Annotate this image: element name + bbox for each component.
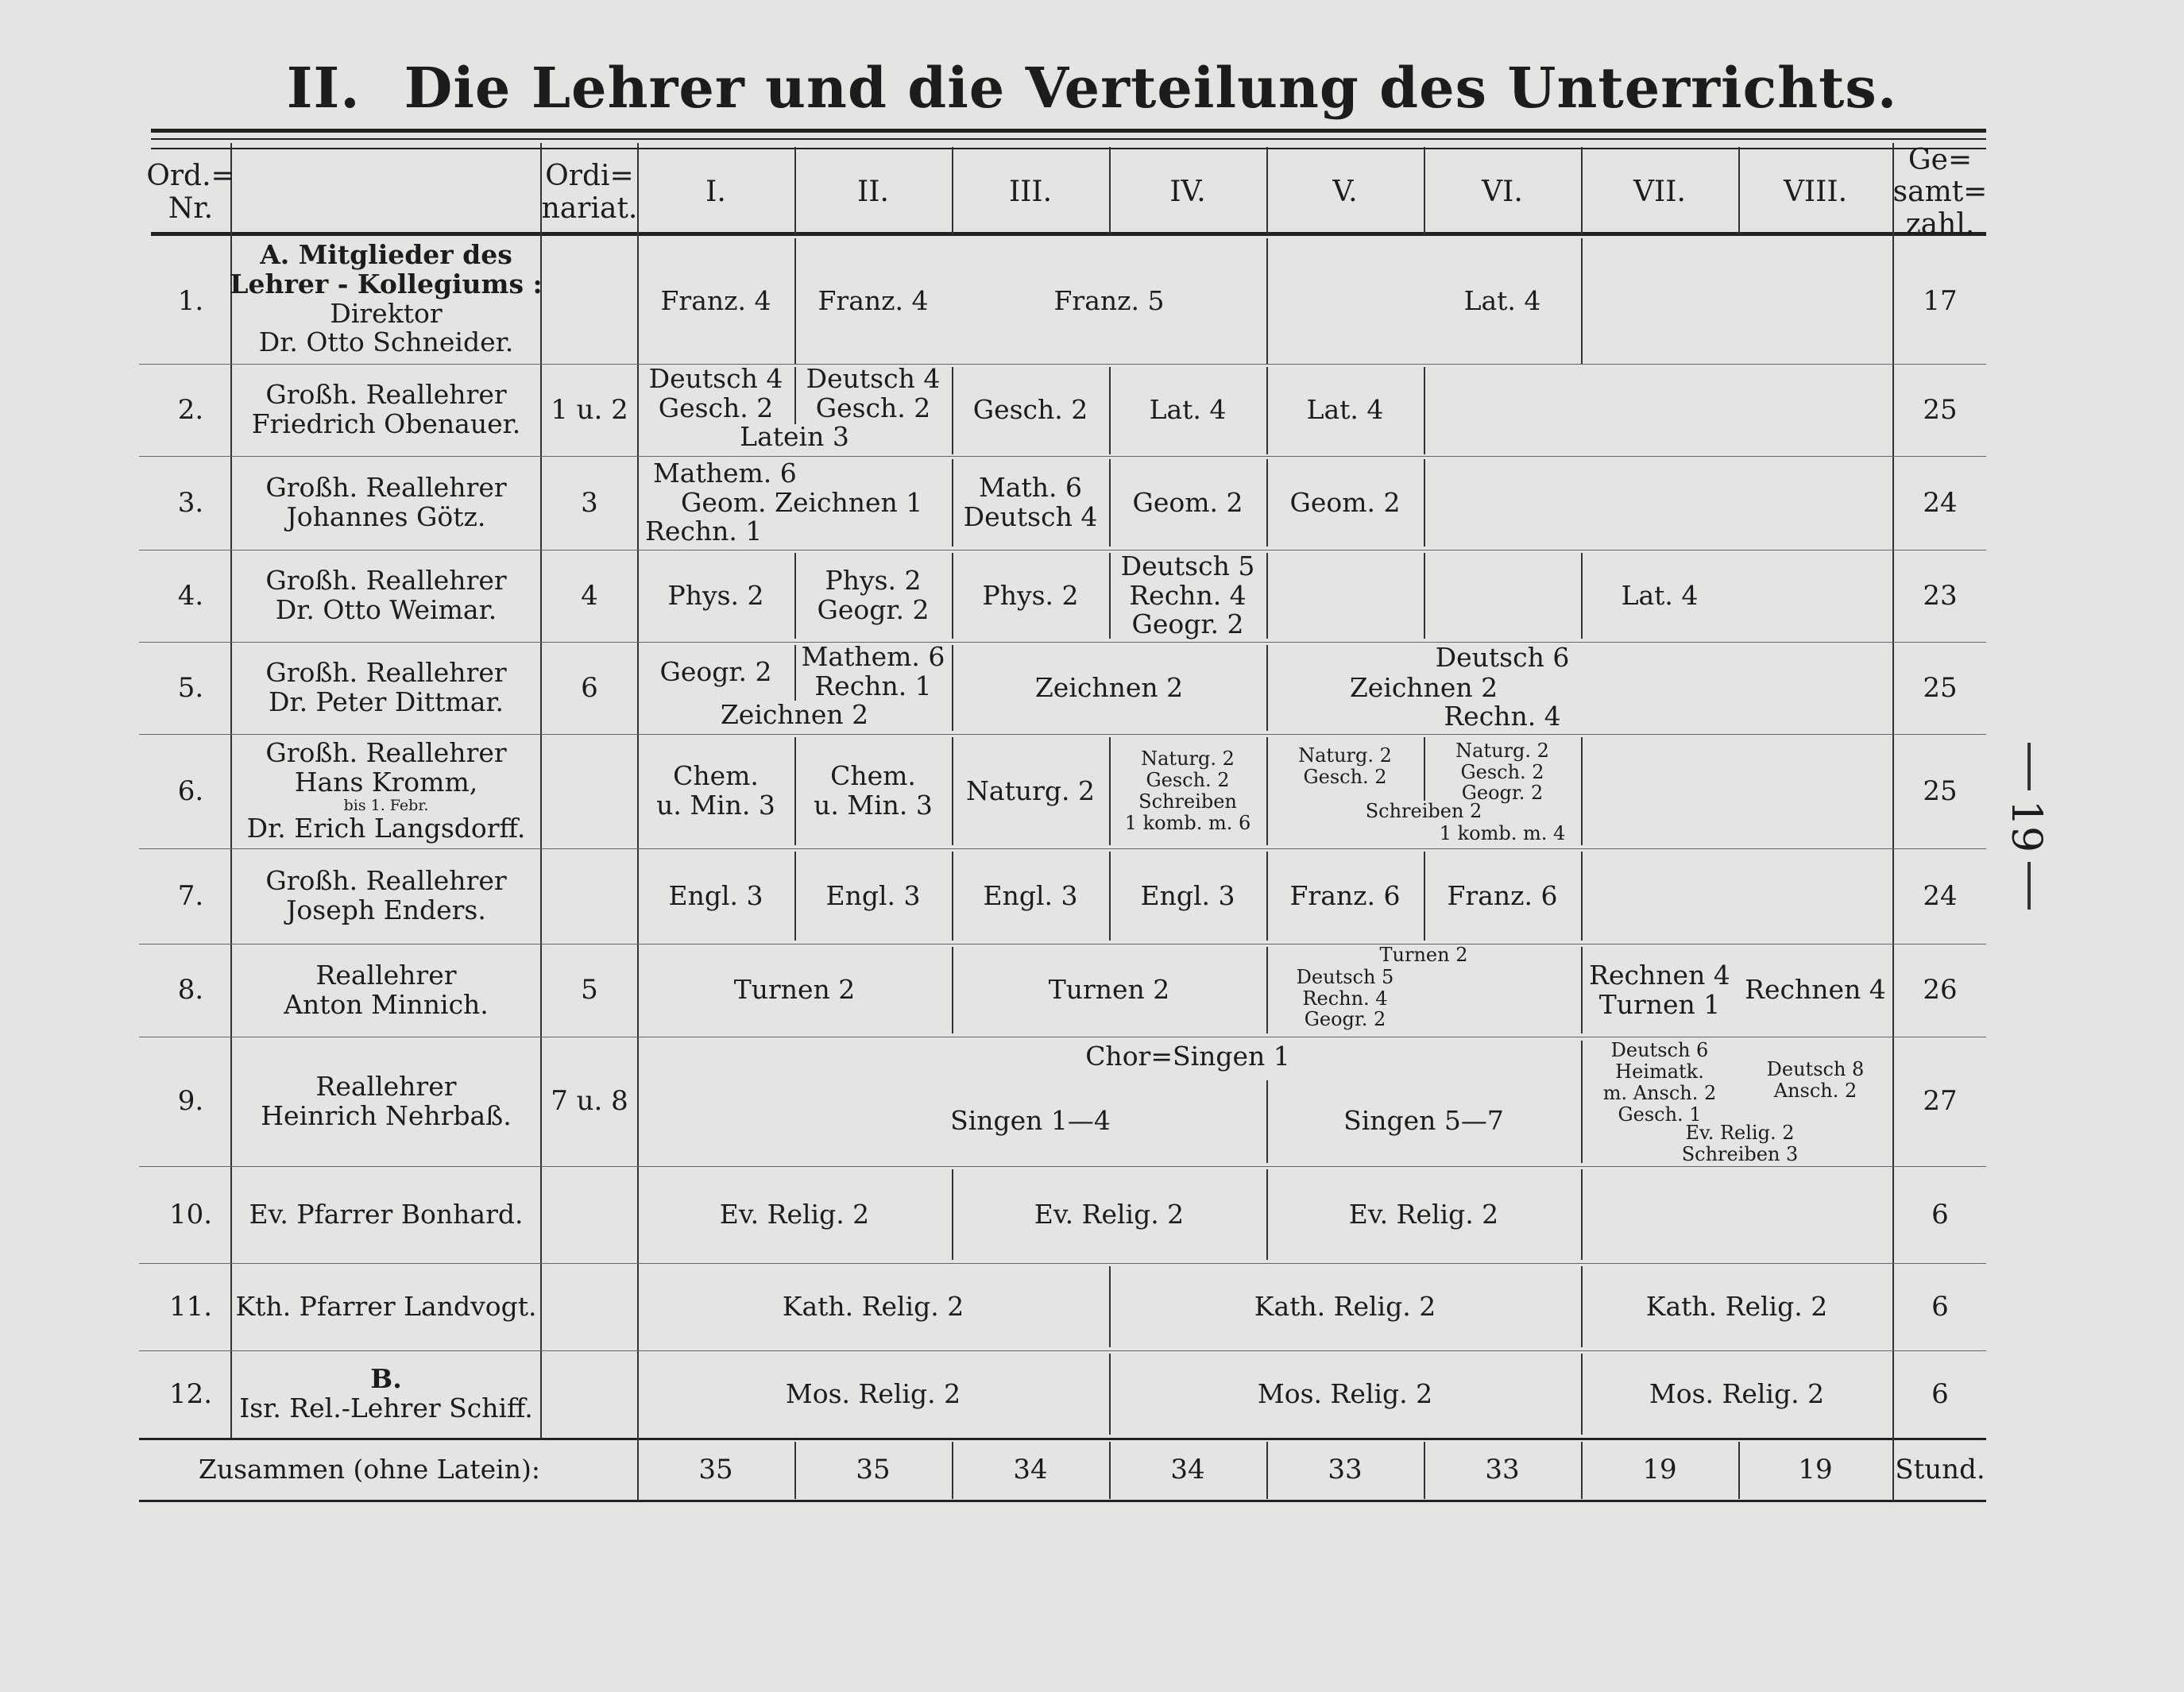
header-class-5: V. [1332, 176, 1358, 209]
row-5-teacher [232, 642, 540, 734]
row-2-total: 25 [1923, 393, 1958, 426]
row-3-class-4: Geom. 2 [1132, 486, 1243, 518]
row-5-name: Dr. Peter Dittmar. [268, 686, 504, 717]
row-8-c5-line1: Deutsch 5 [1296, 965, 1394, 988]
row-10-class-1-2: Ev. Relig. 2 [719, 1198, 870, 1230]
row-6-c1-line1: Chem. [673, 760, 759, 792]
row-9-role: Reallehrer [315, 1070, 457, 1102]
summary-class-6: 33 [1485, 1454, 1520, 1486]
row-6-note: bis 1. Febr. [343, 796, 429, 814]
r1-div-3 [1581, 238, 1583, 364]
header-class-3: III. [1008, 176, 1053, 209]
row-2-class-3: Gesch. 2 [972, 393, 1088, 425]
row-1-name: Dr. Otto Schneider. [258, 326, 514, 358]
row-2-class-1 [637, 364, 794, 424]
row-3-c3-line2: Deutsch 4 [963, 501, 1098, 532]
summary-class-4: 34 [1170, 1454, 1205, 1486]
row-3-c1-line3: Rechn. 1 [645, 516, 763, 547]
row-11-class-4-6: Kath. Relig. 2 [1254, 1290, 1436, 1322]
row-6-teacher [232, 734, 540, 848]
row-1-class-1: Franz. 4 [660, 284, 771, 316]
row-9-c7-line1: Deutsch 6 [1610, 1039, 1709, 1062]
row-2-class-4: Lat. 4 [1149, 393, 1227, 425]
header-class-6: VI. [1482, 176, 1523, 209]
summary-class-8: 19 [1798, 1454, 1833, 1486]
header-class-8: VIII. [1783, 176, 1848, 209]
row-1-section-line2: Lehrer - Kollegiums : [230, 268, 543, 299]
row-10-total: 6 [1931, 1198, 1949, 1230]
row-6-class-4 [1109, 734, 1266, 848]
row-5-class-1-2-drawing: Zeichnen 2 [720, 698, 869, 730]
row-7-class-5: Franz. 6 [1289, 879, 1401, 911]
r1-div-2 [1266, 238, 1268, 364]
row-11-nr: 11. [168, 1290, 213, 1323]
row-3-nr: 3. [177, 486, 204, 519]
row-9-choir: Chor=Singen 1 [1085, 1040, 1290, 1072]
row-2-c2-line1: Deutsch 4 [806, 363, 941, 395]
r6-div-6 [1581, 737, 1583, 845]
header-ord-line2: Nr. [168, 191, 214, 225]
row-7-name: Joseph Enders. [286, 894, 486, 925]
row-4-c2-line2: Geogr. 2 [817, 594, 930, 625]
row-9-c8-line1: Deutsch 8 [1766, 1058, 1865, 1081]
row-8-class-8: Rechnen 4 [1745, 974, 1886, 1006]
summary-bottom-rule [139, 1500, 1986, 1502]
row-4-class-7: Lat. 4 [1621, 579, 1699, 611]
row-6-c4-line3: Schreiben [1138, 790, 1237, 813]
row-3-total: 24 [1923, 486, 1958, 519]
row-12-section: B. [370, 1363, 402, 1395]
row-10-nr: 10. [168, 1198, 213, 1230]
col-rule-name [540, 143, 542, 1438]
row-6-c2-line1: Chem. [830, 760, 916, 792]
row-1-teacher [230, 234, 543, 364]
page-number: 19 [2002, 799, 2050, 853]
header-class-4: IV. [1169, 176, 1206, 209]
row-5-role: Großh. Reallehrer [265, 657, 507, 689]
row-11-class-1-3: Kath. Relig. 2 [782, 1290, 964, 1322]
row-3-c3-line1: Math. 6 [979, 472, 1082, 504]
r3-div-4 [1424, 459, 1425, 547]
row-2-c2-line2: Gesch. 2 [815, 392, 931, 423]
row-4-class-2 [794, 550, 952, 642]
row-12-name: Isr. Rel.-Lehrer Schiff. [239, 1393, 533, 1424]
row-2-c1-line2: Gesch. 2 [658, 392, 774, 423]
row-2-c1-line1: Deutsch 4 [648, 363, 783, 395]
row-9-c7-line4: Gesch. 1 [1618, 1103, 1702, 1126]
header-class-1: I. [705, 176, 726, 209]
row-11-teacher: Kth. Pfarrer Landvogt. [235, 1290, 537, 1322]
row-8-c7-line2: Turnen 1 [1598, 988, 1721, 1020]
row-6-name: Hans Kromm, [294, 766, 478, 798]
row-9-singing-1-4: Singen 1—4 [950, 1105, 1111, 1137]
row-10-teacher: Ev. Pfarrer Bonhard. [249, 1198, 524, 1230]
row-6-c6-line2: Gesch. 2 [1460, 760, 1544, 783]
row-7-role: Großh. Reallehrer [265, 865, 507, 897]
row-8-class-5-6-gym: Turnen 2 [1379, 943, 1468, 966]
row-3-ordinariat: 3 [581, 486, 598, 519]
row-9-c7-line3: m. Ansch. 2 [1602, 1082, 1717, 1104]
row-12-class-4-6: Mos. Relig. 2 [1257, 1377, 1433, 1409]
row-4-c4-line3: Geogr. 2 [1131, 608, 1244, 640]
row-1-class-3-4: Franz. 5 [1053, 284, 1165, 316]
row-9-total: 27 [1923, 1085, 1958, 1118]
row-9-c7-line2: Heimatk. [1615, 1060, 1704, 1084]
row-3-class-3 [952, 456, 1109, 550]
section-roman-numeral: II. [286, 54, 361, 121]
row-8-role: Reallehrer [315, 959, 457, 991]
row-2-teacher [232, 364, 540, 456]
row-6-c4-line1: Naturg. 2 [1141, 747, 1235, 771]
row-9-ordinariat: 7 u. 8 [551, 1085, 628, 1118]
row-7-class-4: Engl. 3 [1140, 879, 1235, 911]
row-6-name2: Dr. Erich Langsdorff. [246, 813, 526, 844]
header-total-line1: Ge= [1908, 144, 1973, 177]
r4-div-4 [1266, 553, 1268, 639]
row-6-class-3: Naturg. 2 [966, 775, 1095, 806]
row-6-class-6 [1424, 737, 1581, 807]
row-5-class-6-bottom: Rechn. 4 [1444, 700, 1561, 732]
row-6-c1-line2: u. Min. 3 [656, 790, 775, 821]
row-4-c4-line2: Rechn. 4 [1129, 579, 1247, 611]
row-1-section: A. Mitglieder des [260, 238, 512, 270]
row-4-c2-line1: Phys. 2 [825, 565, 922, 597]
row-10-class-3-4: Ev. Relig. 2 [1034, 1198, 1185, 1230]
r10-div-3 [1581, 1169, 1583, 1260]
row-7-class-6: Franz. 6 [1447, 879, 1558, 911]
row-1-total: 17 [1923, 284, 1958, 317]
summary-class-1: 35 [698, 1454, 733, 1486]
row-8-c5-line3: Geogr. 2 [1304, 1008, 1386, 1031]
row-5-nr: 5. [177, 671, 204, 704]
row-5-total: 25 [1923, 671, 1958, 704]
row-6-role: Großh. Reallehrer [265, 736, 507, 768]
row-2-ordinariat: 1 u. 2 [551, 393, 628, 426]
row-5-class-3-4: Zeichnen 2 [1034, 671, 1184, 703]
row-9-name: Heinrich Nehrbaß. [261, 1099, 512, 1131]
row-6-class-6-combined: 1 komb. m. 4 [1439, 821, 1566, 844]
row-9-class-7 [1581, 1039, 1738, 1126]
row-9-nr: 9. [177, 1085, 204, 1118]
summary-class-3: 34 [1013, 1454, 1048, 1486]
row-8-ordinariat: 5 [581, 974, 598, 1006]
row-5-c2-line1: Mathem. 6 [801, 641, 945, 673]
row-3-teacher [232, 456, 540, 550]
row-5-ordinariat: 6 [581, 671, 598, 704]
row-6-c5-line2: Gesch. 2 [1303, 766, 1387, 788]
row-3-class-5: Geom. 2 [1289, 486, 1401, 518]
row-7-class-3: Engl. 3 [983, 879, 1078, 911]
header-class-7: VII. [1633, 176, 1686, 209]
row-8-class-3-4: Turnen 2 [1048, 974, 1170, 1006]
row-2-class-2 [794, 364, 952, 424]
header-total-line3: zahl. [1905, 207, 1975, 241]
row-3-class-1-2 [637, 456, 952, 550]
row-6-total: 25 [1923, 775, 1958, 807]
row-4-nr: 4. [177, 579, 204, 612]
header-total-line2: samt= [1892, 176, 1988, 209]
row-8-class-7 [1581, 944, 1738, 1037]
row-7-class-2: Engl. 3 [825, 879, 921, 911]
row-12-teacher [232, 1350, 540, 1438]
row-3-role: Großh. Reallehrer [265, 472, 507, 504]
row-5-class-5-6: Zeichnen 2 [1349, 671, 1498, 703]
row-5-class-1: Geogr. 2 [659, 655, 772, 687]
row-9-c8-line2: Ansch. 2 [1773, 1080, 1857, 1102]
header-total [1892, 144, 1988, 241]
row-9-teacher [232, 1037, 540, 1166]
row-4-role: Großh. Reallehrer [265, 565, 507, 597]
row-8-class-1-2: Turnen 2 [733, 974, 856, 1006]
row-8-class-5 [1266, 963, 1424, 1034]
row-4-teacher [232, 550, 540, 642]
header-ord-nr [146, 155, 235, 230]
row-3-c12-line2: Geom. Zeichnen 1 [681, 486, 923, 518]
row-12-total: 6 [1931, 1377, 1949, 1410]
header-class-2: II. [857, 176, 889, 209]
row-5-class-6-top: Deutsch 6 [1435, 641, 1570, 673]
summary-class-5: 33 [1328, 1454, 1363, 1486]
row-6-class-5-6-writing: Schreiben 2 [1365, 799, 1482, 822]
row-6-class-1 [637, 734, 794, 848]
row-7-nr: 7. [177, 879, 204, 912]
row-8-c5-line2: Rechn. 4 [1302, 987, 1388, 1010]
row-2-role: Großh. Reallehrer [265, 379, 507, 411]
row-8-teacher [232, 944, 540, 1037]
table-top-rule-thin [151, 138, 1986, 140]
row-1-nr: 1. [177, 284, 204, 317]
table-top-rule [151, 129, 1986, 133]
r2-div-5 [1424, 367, 1425, 454]
row-7-teacher [232, 848, 540, 944]
row-4-c4-line1: Deutsch 5 [1120, 550, 1255, 581]
r7-div-6 [1581, 852, 1583, 941]
header-ordinariat-line2: nariat. [541, 191, 638, 225]
row-3-c1-line1: Mathem. 6 [653, 457, 797, 489]
row-3-name: Johannes Götz. [286, 501, 486, 532]
row-6-nr: 6. [177, 775, 204, 807]
row-2-class-5: Lat. 4 [1306, 393, 1384, 425]
row-4-class-3: Phys. 2 [982, 579, 1079, 611]
row-8-nr: 8. [177, 974, 204, 1006]
row-2-name: Friedrich Obenauer. [251, 408, 521, 439]
row-6-c4-line4: 1 komb. m. 6 [1124, 811, 1251, 834]
row-5-class-2 [794, 642, 952, 702]
row-4-name: Dr. Otto Weimar. [275, 594, 497, 625]
r4-div-5 [1424, 553, 1425, 639]
row-12-class-7-8: Mos. Relig. 2 [1649, 1377, 1825, 1409]
row-9-singing-5-7: Singen 5—7 [1343, 1105, 1504, 1137]
row-6-c4-line2: Gesch. 2 [1146, 769, 1230, 792]
page-title [0, 32, 2184, 143]
row-8-c7-line1: Rechnen 4 [1589, 959, 1730, 991]
row-6-class-5 [1266, 739, 1424, 794]
page-number-rule-bottom [2027, 862, 2031, 910]
header-ordinariat-line1: Ordi= [545, 160, 634, 193]
summary-class-2: 35 [856, 1454, 891, 1486]
row-6-c5-line1: Naturg. 2 [1298, 744, 1392, 767]
summary-label: Zusammen (ohne Latein): [198, 1454, 540, 1485]
row-12-nr: 12. [168, 1377, 213, 1410]
row-1-class-6: Lat. 4 [1463, 284, 1541, 316]
row-6-class-2 [794, 734, 952, 848]
row-9-c78-line1: Ev. Relig. 2 [1685, 1122, 1795, 1145]
table-top-rule-thin-2 [151, 148, 1986, 149]
header-ord-line1: Ord.= [146, 160, 235, 193]
row-8-name: Anton Minnich. [284, 988, 489, 1020]
row-9-class-8 [1738, 1053, 1892, 1108]
row-11-total: 6 [1931, 1290, 1949, 1323]
row-4-ordinariat: 4 [581, 579, 598, 612]
title-text: Die Lehrer und die Verteilung des Unterrichts. [404, 54, 1898, 121]
row-2-nr: 2. [177, 393, 204, 426]
row-2-class-1-2-latin: Latein 3 [740, 420, 849, 452]
row-4-class-1: Phys. 2 [667, 579, 764, 611]
row-5-c2-line2: Rechn. 1 [814, 670, 932, 701]
row-6-c6-line1: Naturg. 2 [1455, 739, 1549, 762]
summary-class-7: 19 [1642, 1454, 1677, 1486]
row-6-c6-line3: Geogr. 2 [1461, 782, 1544, 805]
row-4-class-4 [1109, 550, 1266, 642]
row-6-c2-line2: u. Min. 3 [814, 790, 933, 821]
row-7-total: 24 [1923, 879, 1958, 912]
row-1-class-2: Franz. 4 [818, 284, 929, 316]
summary-unit: Stund. [1895, 1454, 1985, 1486]
row-11-class-7-8: Kath. Relig. 2 [1645, 1290, 1828, 1322]
row-4-total: 23 [1923, 579, 1958, 612]
row-7-class-1: Engl. 3 [668, 879, 763, 911]
row-1-role: Direktor [330, 297, 443, 329]
row-9-class-7-8 [1613, 1122, 1867, 1166]
row-10-class-5-6: Ev. Relig. 2 [1348, 1198, 1499, 1230]
header-ordinariat [542, 155, 637, 230]
row-9-c78-line2: Schreiben 3 [1681, 1143, 1799, 1165]
row-8-total: 26 [1923, 974, 1958, 1006]
row-12-class-1-3: Mos. Relig. 2 [785, 1377, 961, 1409]
